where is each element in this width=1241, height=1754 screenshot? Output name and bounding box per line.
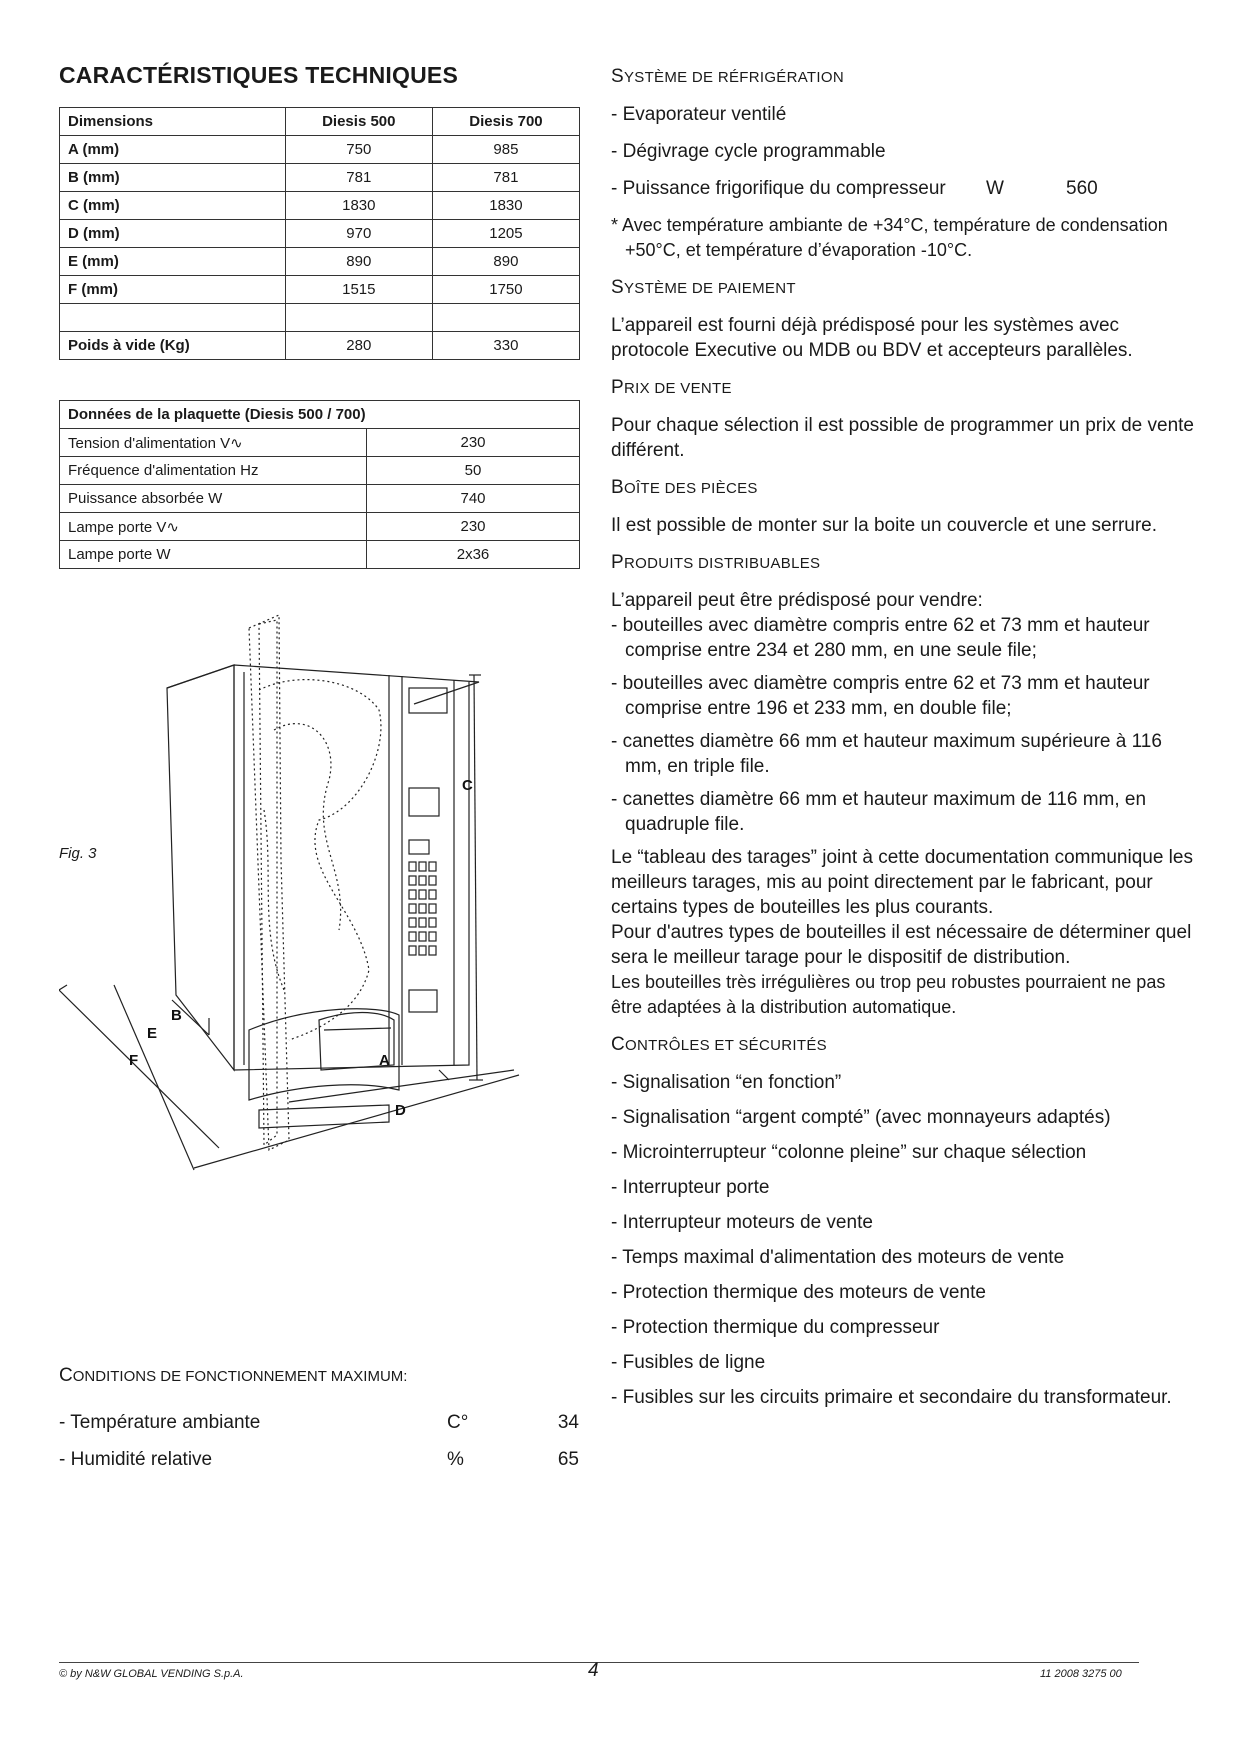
table-cell xyxy=(432,304,579,332)
dimension-letter-f: F xyxy=(129,1052,139,1069)
compressor-power-row: - Puissance frigorifique du compresseur W 560 xyxy=(611,178,1098,199)
table-cell: 230 xyxy=(367,429,580,457)
table-cell: 781 xyxy=(432,164,579,192)
keypad-key xyxy=(419,876,426,885)
products-section xyxy=(611,552,1196,1020)
refrigeration-note: * Avec température ambiante de +34°C, température de condensation +50°C, et température d’évaporation -10°C. xyxy=(611,215,1168,260)
list-item: - bouteilles avec diamètre compris entre 62 et 73 mm et hauteur comprise entre 196 et 233 mm, en double file; xyxy=(611,673,1150,719)
table-cell: 890 xyxy=(432,248,579,276)
table-row xyxy=(60,276,580,304)
dimension-letter-b: B xyxy=(171,1007,182,1024)
list-item: - Signalisation “en fonction” xyxy=(611,1072,842,1093)
list-item: - Fusibles de ligne xyxy=(611,1352,766,1373)
vending-machine-figure xyxy=(59,610,580,1330)
table-cell: A (mm) xyxy=(60,136,286,164)
list-item: - Signalisation “argent compté” (avec monnayeurs adaptés) xyxy=(611,1107,1111,1128)
keypad-key xyxy=(409,904,416,913)
list-item: - Dégivrage cycle programmable xyxy=(611,141,886,162)
section-heading: BOÎTE DES PIÈCES xyxy=(611,477,758,498)
table-cell: Poids à vide (Kg) xyxy=(60,332,286,360)
list-item: - canettes diamètre 66 mm et hauteur maximum de 116 mm, en quadruple file. xyxy=(611,789,1147,835)
page-title: CARACTÉRISTIQUES TECHNIQUES xyxy=(59,62,458,88)
dimensions-table xyxy=(59,107,580,360)
table-cell: 50 xyxy=(367,457,580,485)
keypad-key xyxy=(429,904,436,913)
table-cell: 1830 xyxy=(432,192,579,220)
section-heading: SYSTÈME DE PAIEMENT xyxy=(611,277,796,298)
table-cell: 985 xyxy=(432,136,579,164)
table-header-row xyxy=(60,401,580,429)
table-row xyxy=(60,164,580,192)
list-item: - Temps maximal d'alimentation des moteurs de vente xyxy=(611,1247,1065,1268)
keypad-key xyxy=(409,890,416,899)
table-header-row xyxy=(60,108,580,136)
table-header-cell: Données de la plaquette (Diesis 500 / 700) xyxy=(60,401,580,429)
condition-row: - Température ambiante C° 34 xyxy=(59,1412,579,1433)
section-heading: CONTRÔLES ET SÉCURITÉS xyxy=(611,1034,827,1055)
page-number: 4 xyxy=(588,1660,599,1681)
table-cell: Lampe porte W xyxy=(60,541,367,569)
dimension-letter-c: C xyxy=(462,777,473,794)
payment-section xyxy=(611,277,1196,363)
paragraph: Les bouteilles très irrégulières ou trop peu robustes pourraient ne pas être adaptées à la distribution automatique. xyxy=(611,972,1166,1017)
section-heading: SYSTÈME DE RÉFRIGÉRATION xyxy=(611,66,844,87)
table-cell: D (mm) xyxy=(60,220,286,248)
keypad-key xyxy=(419,932,426,941)
keypad-key xyxy=(409,932,416,941)
table-row xyxy=(60,541,580,569)
table-cell: Fréquence d'alimentation Hz xyxy=(60,457,367,485)
table-cell: Tension d'alimentation V∿ xyxy=(60,429,367,457)
refrigeration-section xyxy=(611,66,1196,263)
list-item: - Protection thermique du compresseur xyxy=(611,1317,940,1338)
table-cell: 890 xyxy=(285,248,432,276)
paragraph: L’appareil peut être prédisposé pour vendre: xyxy=(611,590,983,611)
footer-copyright: © by N&W GLOBAL VENDING S.p.A. xyxy=(59,1668,244,1680)
section-heading: PRIX DE VENTE xyxy=(611,377,732,398)
figure-label: Fig. 3 xyxy=(59,845,97,862)
table-cell: C (mm) xyxy=(60,192,286,220)
table-header-cell: Dimensions xyxy=(60,108,286,136)
keypad-key xyxy=(419,918,426,927)
table-cell: 970 xyxy=(285,220,432,248)
table-cell: B (mm) xyxy=(60,164,286,192)
table-row xyxy=(60,513,580,541)
table-cell xyxy=(60,304,286,332)
table-row xyxy=(60,332,580,360)
table-cell: 740 xyxy=(367,485,580,513)
table-cell: 750 xyxy=(285,136,432,164)
table-cell: E (mm) xyxy=(60,248,286,276)
table-cell: F (mm) xyxy=(60,276,286,304)
table-cell: 230 xyxy=(367,513,580,541)
table-row xyxy=(60,248,580,276)
footer-divider xyxy=(59,1662,1139,1663)
left-column xyxy=(59,62,579,569)
table-cell: 1750 xyxy=(432,276,579,304)
coinbox-section xyxy=(611,477,1196,538)
keypad-key xyxy=(419,890,426,899)
condition-row: - Humidité relative % 65 xyxy=(59,1449,579,1470)
table-cell: 2x36 xyxy=(367,541,580,569)
controls-section xyxy=(611,1034,1196,1410)
keypad-key xyxy=(429,890,436,899)
table-cell: 280 xyxy=(285,332,432,360)
keypad-key xyxy=(419,946,426,955)
list-item: - Evaporateur ventilé xyxy=(611,104,787,125)
table-header-cell: Diesis 500 xyxy=(285,108,432,136)
dimension-letter-e: E xyxy=(147,1025,158,1042)
keypad-key xyxy=(429,876,436,885)
table-row xyxy=(60,192,580,220)
paragraph: Pour chaque sélection il est possible de programmer un prix de vente différent. xyxy=(611,415,1194,461)
table-header-cell: Diesis 700 xyxy=(432,108,579,136)
table-cell: Lampe porte V∿ xyxy=(60,513,367,541)
list-item: - canettes diamètre 66 mm et hauteur maximum supérieure à 116 mm, en triple file. xyxy=(611,731,1162,777)
footer-code: 11 2008 3275 00 xyxy=(1040,1668,1122,1680)
keypad-key xyxy=(409,862,416,871)
table-cell: 1830 xyxy=(285,192,432,220)
list-item: - Interrupteur moteurs de vente xyxy=(611,1212,873,1233)
table-row xyxy=(60,429,580,457)
table-cell: 781 xyxy=(285,164,432,192)
table-cell: 330 xyxy=(432,332,579,360)
keypad-key xyxy=(419,862,426,871)
keypad-key xyxy=(409,918,416,927)
paragraph: Le “tableau des tarages” joint à cette documentation communique les meilleurs tarages, mis au point directement par le fabricant, pour certains types de bouteilles les plus courants. xyxy=(611,847,1193,918)
keypad-key xyxy=(409,946,416,955)
table-cell: 1205 xyxy=(432,220,579,248)
keypad-key xyxy=(429,946,436,955)
paragraph: Pour d'autres types de bouteilles il est nécessaire de déterminer quel sera le meilleur tarage pour le dispositif de distribution. xyxy=(611,922,1192,968)
list-item: - bouteilles avec diamètre compris entre 62 et 73 mm et hauteur comprise entre 234 et 280 mm, en une seule file; xyxy=(611,615,1150,661)
section-heading: PRODUITS DISTRIBUABLES xyxy=(611,552,821,573)
list-item: - Protection thermique des moteurs de vente xyxy=(611,1282,986,1303)
table-row xyxy=(60,304,580,332)
list-item: - Fusibles sur les circuits primaire et secondaire du transformateur. xyxy=(611,1387,1172,1408)
table-cell: 1515 xyxy=(285,276,432,304)
list-item: - Interrupteur porte xyxy=(611,1177,770,1198)
right-column xyxy=(611,66,1196,1424)
dimension-letter-d: D xyxy=(395,1102,406,1119)
paragraph: Il est possible de monter sur la boite un couvercle et une serrure. xyxy=(611,515,1158,536)
dimension-letter-a: A xyxy=(379,1052,390,1069)
keypad-key xyxy=(429,932,436,941)
keypad-key xyxy=(409,876,416,885)
conditions-heading: CONDITIONS DE FONCTIONNEMENT MAXIMUM: xyxy=(59,1365,408,1386)
table-row xyxy=(60,220,580,248)
table-cell xyxy=(285,304,432,332)
paragraph: L’appareil est fourni déjà prédisposé pour les systèmes avec protocole Executive ou MDB ou BDV et accepteurs parallèles. xyxy=(611,315,1133,361)
keypad-key xyxy=(419,904,426,913)
price-section xyxy=(611,377,1196,463)
list-item: - Microinterrupteur “colonne pleine” sur chaque sélection xyxy=(611,1142,1087,1163)
table-cell: Puissance absorbée W xyxy=(60,485,367,513)
keypad-key xyxy=(429,918,436,927)
keypad-key xyxy=(429,862,436,871)
table-row xyxy=(60,457,580,485)
table-row xyxy=(60,485,580,513)
table-row xyxy=(60,136,580,164)
plate-table xyxy=(59,400,580,569)
